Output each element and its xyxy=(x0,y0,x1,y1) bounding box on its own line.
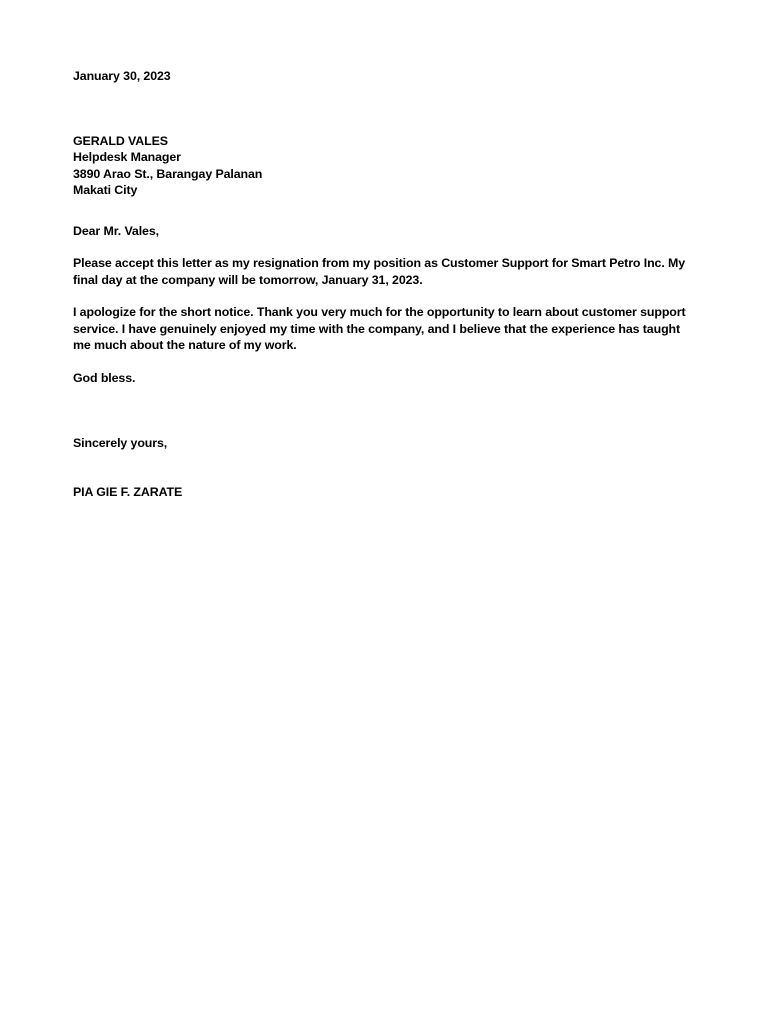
resignation-letter xyxy=(73,68,698,500)
paragraph-line: final day at the company will be tomorrow, January 31, 2023. xyxy=(73,272,423,287)
paragraph-line: me much about the nature of my work. xyxy=(73,338,297,352)
recipient-name: GERALD VALES xyxy=(73,133,168,148)
recipient-address-line1: 3890 Arao St., Barangay Palanan xyxy=(73,166,263,181)
recipient-block xyxy=(73,133,698,199)
paragraph-line: I apologize for the short notice. Thank you very much for the opportunity to learn about customer support xyxy=(73,305,686,319)
paragraph-line: service. I have genuinely enjoyed my time with the company, and I believe that the experience has taught xyxy=(73,321,681,336)
blessing: God bless. xyxy=(73,370,136,385)
body-paragraph-1 xyxy=(73,255,698,288)
body-paragraph-2 xyxy=(73,304,698,354)
letter-date: January 30, 2023 xyxy=(73,69,171,83)
closing: Sincerely yours, xyxy=(73,436,168,450)
paragraph-line: Please accept this letter as my resignation from my position as Customer Support for Smart Petro Inc. My xyxy=(73,256,686,270)
recipient-address-line2: Makati City xyxy=(73,183,138,197)
signature-name: PIA GIE F. ZARATE xyxy=(73,484,183,499)
recipient-title: Helpdesk Manager xyxy=(73,150,181,164)
salutation: Dear Mr. Vales, xyxy=(73,223,159,238)
